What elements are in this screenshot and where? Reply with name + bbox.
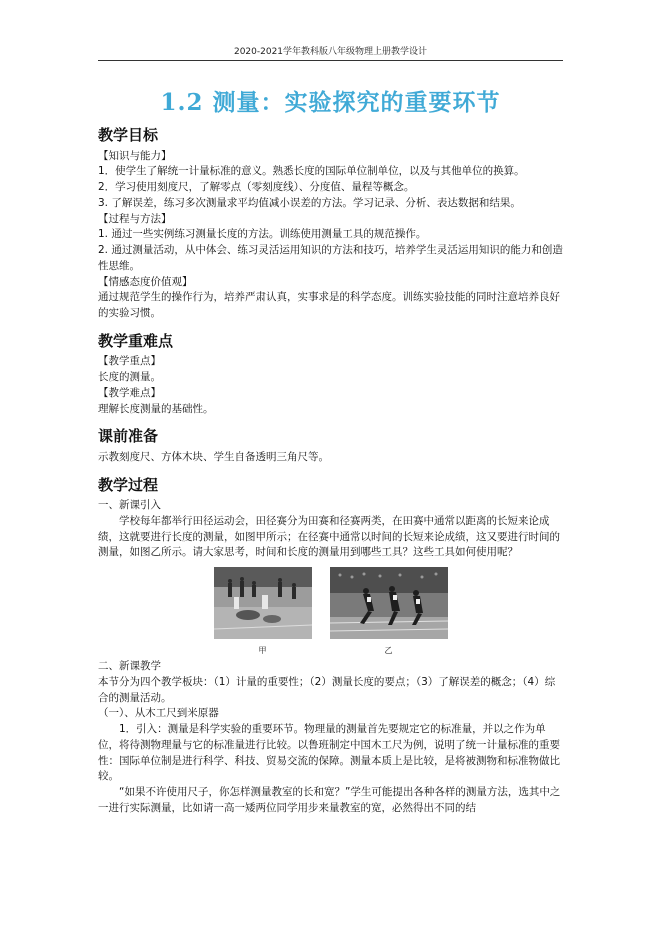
sub1-heading: （一）、从木工尺到米原器 — [98, 707, 219, 720]
document-body — [98, 122, 563, 817]
photo-a-caption: 甲 — [258, 646, 267, 655]
photo-row — [98, 567, 563, 657]
knowledge-item-2: 2．学习使用刻度尺，了解零点（零刻度线）、分度值、量程等概念。 — [98, 181, 415, 193]
sub1-text-2: “如果不许使用尺子，你怎样测量教室的长和宽？”学生可能提出各种各样的测量方法，选其中之一进行实际测量，比如请一高一矮两位同学用步来量教室的宽，必然得出不同的结 — [98, 786, 561, 814]
section-heading-process: 教学过程 — [98, 475, 159, 494]
knowledge-item-3: 3. 了解误差，练习多次测量求平均值减小误差的方法。学习记录、分析、表达数据和结果。 — [98, 196, 521, 209]
photo-b — [330, 567, 448, 657]
section-heading-goals: 教学目标 — [98, 126, 159, 144]
tag-difficulty: 【教学难点】 — [98, 386, 161, 399]
long-jump-photo — [214, 567, 312, 639]
part2-heading: 二、新课教学 — [98, 660, 161, 672]
part1-text: 学校每年都举行田径运动会，田径赛分为田赛和径赛两类，在田赛中通常以距离的长短来论成绩，这就要进行长度的测量，如图甲所示；在径赛中通常以时间的长短来论成绩，这又要进行时间的测量，如图乙所示。请大家思考，时间和长度的测量用到哪些工具？这些工具如何使用呢？ — [98, 514, 560, 559]
difficulty-text: 理解长度测量的基础性。 — [98, 402, 214, 415]
process-item-2: 2. 通过测量活动，从中体会、练习灵活运用知识的方法和技巧，培养学生灵活运用知识的能力和创造性思维。 — [98, 244, 563, 272]
tag-knowledge: 【知识与能力】 — [98, 149, 172, 162]
section-heading-prep: 课前准备 — [98, 427, 159, 446]
page-title: 1.2 测量：实验探究的重要环节 — [160, 89, 501, 116]
page-header: 2020-2021学年教科版八年级物理上册教学设计 — [98, 44, 563, 61]
part1-heading: 一、新课引入 — [98, 499, 161, 511]
tag-emotion: 【情感态度价值观】 — [98, 275, 193, 288]
sub1-text: 1．引入：测量是科学实验的重要环节。物理量的测量首先要规定它的标准量，并以之作为单位，将待测物理量与它的标准量进行比较。以鲁班制定中国木工尺为例，说明了统一计量标准的重要性：国际单位制是进行科学、科技、贸易交流的保障。测量本质上是比较，是将被测物和标准物做比较。 — [98, 723, 560, 783]
part2-intro: 本节分为四个教学板块：（1）计量的重要性；（2）测量长度的要点；（3）了解误差的概念；（4）综合的测量活动。 — [98, 675, 556, 704]
knowledge-item-1: 1．使学生了解统一计量标准的意义。熟悉长度的国际单位制单位，以及与其他单位的换算。 — [98, 165, 525, 178]
sprint-race-photo — [330, 567, 448, 639]
tag-focus: 【教学重点】 — [98, 355, 161, 368]
tag-process: 【过程与方法】 — [98, 212, 172, 225]
focus-text: 长度的测量。 — [98, 371, 161, 383]
prep-text: 示教刻度尺、方体木块、学生自备透明三角尺等。 — [98, 450, 329, 463]
section-heading-key: 教学重难点 — [98, 331, 174, 350]
emotion-text: 通过规范学生的操作行为，培养严肃认真，实事求是的科学态度。训练实验技能的同时注意培养良好的实验习惯。 — [98, 291, 560, 319]
photo-b-caption: 乙 — [384, 646, 393, 655]
process-item-1: 1. 通过一些实例练习测量长度的方法。训练使用测量工具的规范操作。 — [98, 228, 427, 241]
photo-a — [214, 567, 312, 657]
